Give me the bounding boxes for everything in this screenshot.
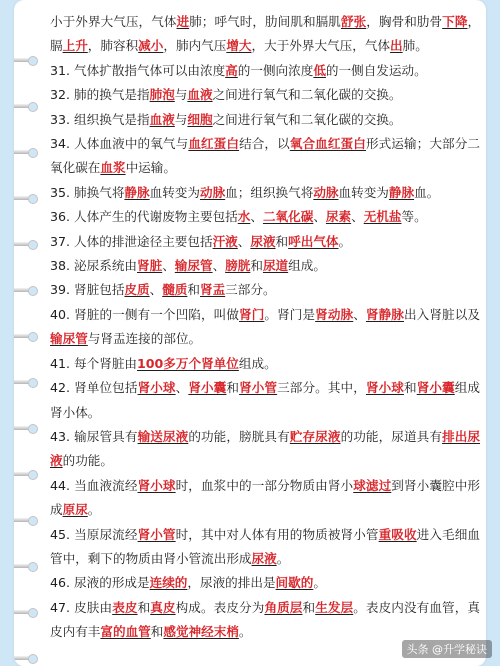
note-text: ，肺内气压 [163, 38, 227, 54]
note-text: 血转变为 [149, 184, 200, 200]
binding-ring [16, 560, 38, 572]
note-text: 38. 泌尿系统由 [50, 258, 138, 274]
answer-blank: 无机盐 [363, 209, 402, 225]
note-text: 40. 肾脏的一侧有一个凹陷，叫做 [50, 306, 240, 322]
note-text: 41. 每个肾脏由 [50, 355, 138, 371]
note-text: 组成。 [288, 258, 326, 274]
note-item [50, 181, 480, 205]
answer-blank: 呼出气体 [288, 233, 339, 249]
answer-blank: 髓质 [162, 282, 188, 298]
note-text: 之间进行氧气和二氧化碳的交换。 [212, 87, 402, 103]
note-text: 形式运输；大部分二氧化碳在 [50, 136, 481, 176]
answer-blank: 静脉 [124, 184, 150, 200]
answer-blank: 生发层 [315, 599, 354, 615]
note-text: 的功能，尿道具有 [340, 428, 443, 444]
note-text: 小于外界大气压，气体 [50, 14, 177, 29]
note-text: 出入肾脏以及 [403, 306, 481, 322]
note-item [50, 230, 480, 254]
note-text: 、 [250, 209, 263, 225]
answer-blank: 尿液 [250, 233, 276, 249]
note-text: 44. 当血液流经 [50, 477, 138, 493]
answer-blank: 出 [390, 38, 403, 54]
answer-blank: 原尿 [62, 502, 88, 518]
note-text: 和 [404, 380, 417, 396]
note-item [50, 59, 480, 83]
note-text: 。 [238, 624, 252, 640]
note-text: 等。 [401, 209, 427, 225]
note-item [50, 596, 480, 645]
answer-blank: 动脉 [199, 184, 226, 200]
note-text: ，大于外界大气压，气体 [251, 38, 391, 54]
note-text: 的一侧自发运动。 [325, 62, 427, 78]
note-item [50, 352, 480, 376]
note-text: 之间进行氧气和二氧化碳的交换。 [212, 111, 402, 127]
answer-blank: 进 [176, 14, 190, 29]
note-text: 47. 皮肤由 [50, 599, 113, 615]
note-text: 组成肾小体。 [50, 380, 481, 420]
answer-blank: 肾脏 [137, 258, 163, 274]
note-item [50, 425, 480, 474]
binding-ring [16, 238, 38, 250]
notes-content [50, 10, 480, 645]
binding-ring [16, 54, 38, 66]
watermark: 头条 @升学秘诀 [402, 640, 493, 658]
note-text: 39. 肾脏包括 [50, 282, 125, 298]
answer-blank: 肾小球 [137, 380, 176, 396]
answer-blank: 肾小球 [365, 380, 404, 396]
answer-blank: 舒张 [340, 14, 367, 29]
answer-blank: 低 [313, 62, 326, 78]
answer-blank: 输送尿液 [137, 428, 189, 444]
binding-ring [16, 468, 38, 480]
answer-blank: 肾动脉 [315, 306, 354, 322]
binding-ring [16, 652, 38, 664]
binding-ring [16, 330, 38, 342]
note-item [50, 205, 480, 229]
answer-blank: 100多万个肾单位 [137, 355, 239, 371]
note-text: 42. 肾单位包括 [50, 380, 138, 396]
note-text: 34. 人体血液中的氧气与 [50, 136, 189, 152]
answer-blank: 贮存尿液 [289, 428, 341, 444]
note-text: 、 [149, 282, 163, 298]
note-item [50, 254, 480, 278]
note-text: 45. 当原尿流经 [50, 526, 138, 542]
note-text: 构成。表皮分为 [175, 599, 265, 615]
note-text: 与 [174, 111, 188, 127]
answer-blank: 减小 [138, 38, 164, 54]
note-text: 和 [302, 599, 316, 615]
spiral-binding [16, 0, 38, 666]
note-text: 。 [313, 575, 326, 591]
answer-blank: 动脉 [313, 184, 339, 200]
note-text: ，膈 [50, 14, 481, 54]
answer-blank: 表皮 [112, 599, 138, 615]
note-text: 的功能，膀胱具有 [188, 428, 290, 444]
note-item [50, 523, 480, 572]
note-text: 三部分。 [225, 282, 276, 298]
note-item [50, 10, 480, 59]
note-text: 。 [276, 550, 290, 566]
answer-blank: 真皮 [150, 599, 176, 615]
answer-blank: 肾盂 [199, 282, 226, 298]
note-text: 肺；呼气时，肋间肌和膈肌 [189, 14, 341, 29]
answer-blank: 重吸收 [378, 526, 417, 542]
answer-blank: 血液 [149, 111, 175, 127]
note-text: 、 [353, 306, 366, 322]
answer-blank: 输尿管 [174, 258, 213, 274]
note-text: 和 [137, 599, 151, 615]
answer-blank: 下降 [442, 14, 468, 29]
answer-blank: 肾小管 [137, 526, 176, 542]
answer-blank: 角质层 [264, 599, 303, 615]
note-item [50, 571, 480, 595]
note-text: 血；组织换气将 [225, 184, 314, 200]
answer-blank: 间歇的 [275, 575, 314, 591]
note-text: 中运输。 [125, 160, 176, 176]
answer-blank: 二氧化碳 [262, 209, 314, 225]
answer-blank: 富的血管 [100, 624, 151, 640]
note-text: 。表皮内没有血管，真皮内有丰 [50, 599, 481, 640]
answer-blank: 排出尿液 [50, 428, 481, 469]
note-item [50, 376, 480, 425]
answer-blank: 皮质 [124, 282, 150, 298]
note-item [50, 303, 480, 352]
note-text: 、 [162, 258, 175, 274]
answer-blank: 连续的 [149, 575, 188, 591]
note-text: 和 [275, 233, 289, 249]
note-text: 、 [175, 380, 189, 396]
note-text: 与 [174, 87, 188, 103]
note-text: 、 [351, 209, 364, 225]
note-text: 和 [250, 258, 263, 274]
answer-blank: 尿道 [262, 258, 289, 274]
answer-blank: 肾门 [239, 306, 265, 322]
note-text: 的一侧向浓度 [237, 62, 314, 78]
note-text: 组成。 [238, 355, 277, 371]
answer-blank: 肾小管 [239, 380, 278, 396]
answer-blank: 肾静脉 [365, 306, 404, 322]
note-text: 三部分。其中， [277, 380, 366, 396]
answer-blank: 氧合血红蛋白 [289, 136, 366, 152]
note-text: 37. 人体的排泄途径主要包括 [50, 233, 213, 249]
binding-ring [16, 376, 38, 388]
note-text: 。肾门是 [264, 306, 316, 322]
note-item [50, 474, 480, 523]
answer-blank: 血红蛋白 [188, 136, 240, 152]
note-text: 32. 肺的换气是指 [50, 87, 150, 103]
note-text: 、 [237, 233, 251, 249]
answer-blank: 球滤过 [353, 477, 392, 493]
answer-blank: 增大 [226, 38, 252, 54]
note-text: 33. 组织换气是指 [50, 111, 150, 127]
note-text: 46. 尿液的形成是 [50, 575, 150, 591]
binding-ring [16, 514, 38, 526]
answer-blank: 血浆 [100, 160, 126, 176]
note-text: 与肾盂连接的部位。 [87, 331, 202, 347]
binding-ring [16, 606, 38, 618]
note-item [50, 132, 480, 181]
binding-ring [16, 192, 38, 204]
binding-ring [16, 100, 38, 112]
answer-blank: 肾小囊 [416, 380, 455, 396]
binding-ring [16, 146, 38, 158]
answer-blank: 肾小球 [137, 477, 176, 493]
answer-blank: 尿素 [325, 209, 352, 225]
note-item [50, 83, 480, 107]
note-text: 。 [338, 233, 352, 249]
note-text: ，肺容积 [87, 38, 139, 54]
note-text: 31. 气体扩散指气体可以由浓度 [50, 62, 226, 78]
note-text: 血转变为 [338, 184, 389, 200]
note-text: 。 [87, 502, 101, 518]
note-item [50, 278, 480, 302]
answer-blank: 细胞 [187, 111, 213, 127]
note-text: 36. 人体产生的代谢废物主要包括 [50, 209, 238, 225]
note-item [50, 108, 480, 132]
answer-blank: 感觉神经末梢 [163, 624, 239, 640]
note-text: 进入毛细血管中，剩下的物质由肾小管流出形成 [50, 526, 481, 566]
note-text: 到肾小囊腔中形成 [50, 477, 481, 518]
note-text: ，胸骨和肋骨 [366, 14, 443, 29]
notes-page [14, 0, 486, 666]
answer-blank: 血液 [187, 87, 213, 103]
note-text: 35. 肺换气将 [50, 184, 125, 200]
note-text: 43. 输尿管具有 [50, 428, 138, 444]
note-text: 肺。 [402, 38, 428, 54]
note-text: 和 [150, 624, 164, 640]
binding-ring [16, 284, 38, 296]
note-text: 时，其中对人体有用的物质被肾小管 [175, 526, 379, 542]
note-text: 、 [313, 209, 326, 225]
answer-blank: 尿液 [251, 550, 277, 566]
note-text: 的功能。 [62, 453, 113, 469]
answer-blank: 膀胱 [225, 258, 251, 274]
note-text: 和 [187, 282, 200, 298]
answer-blank: 静脉 [388, 184, 415, 200]
answer-blank: 高 [225, 62, 238, 78]
note-text: 结合，以 [239, 136, 290, 152]
note-text: 、 [212, 258, 226, 274]
answer-blank: 水 [237, 209, 251, 225]
binding-ring [16, 422, 38, 434]
note-text: 血。 [414, 184, 440, 200]
note-text: ，尿液的排出是 [187, 575, 276, 591]
answer-blank: 上升 [62, 38, 88, 54]
note-text: 和 [226, 380, 240, 396]
answer-blank: 输尿管 [50, 331, 88, 347]
answer-blank: 肾小囊 [188, 380, 227, 396]
answer-blank: 肺泡 [149, 87, 175, 103]
note-text: 时，血浆中的一部分物质由肾小 [175, 477, 354, 493]
answer-blank: 汗液 [212, 233, 238, 249]
